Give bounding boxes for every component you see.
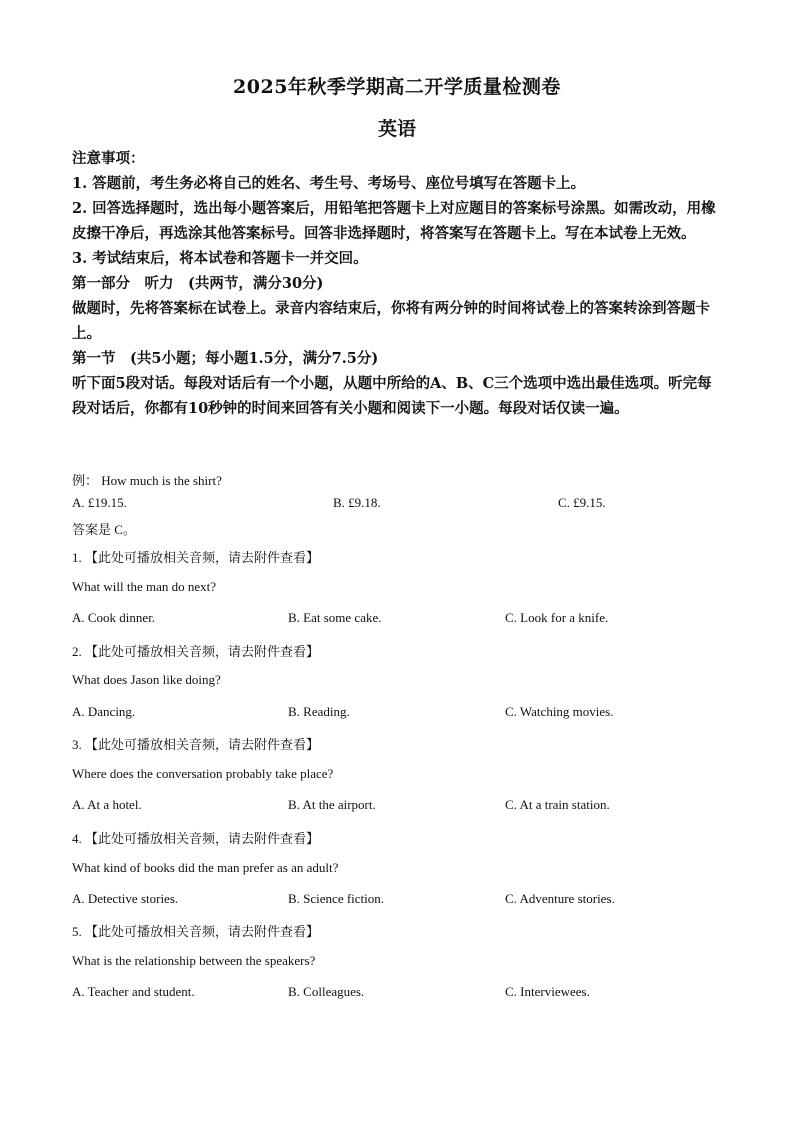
option-b: B. Reading. (288, 704, 350, 719)
option-c: C. Look for a knife. (505, 610, 609, 625)
section1-heading: 第一节 (共5小题；每小题1.5分，满分7.5分) (72, 350, 379, 367)
option-a: A. At a hotel. (72, 797, 142, 812)
example-options (72, 495, 722, 513)
question-1-audio-note: 1. 【此处可播放相关音频，请去附件查看】 (72, 550, 320, 565)
question-1-text: What will the man do next? (72, 579, 217, 594)
example-option-b: B. £9.18. (333, 495, 381, 510)
question-3-options (72, 797, 722, 815)
question-2-text: What does Jason like doing? (72, 672, 221, 687)
option-a: A. Teacher and student. (72, 984, 195, 999)
question-2-audio-note: 2. 【此处可播放相关音频，请去附件查看】 (72, 644, 320, 659)
subject-title: 英语 (377, 118, 416, 140)
option-b: B. Science fiction. (288, 891, 385, 906)
question-3-text: Where does the conversation probably take place? (72, 766, 334, 781)
notice-heading: 注意事项： (72, 150, 145, 167)
section1-instruction: 听下面5段对话。每段对话后有一个小题，从题中所给的A、B、C三个选项中选出最佳选项。听完每段对话后，你都有10秒钟的时间来回答有关小题和阅读下一小题。每段对话仅读一遍。 (72, 375, 712, 417)
option-b: B. At the airport. (288, 797, 376, 812)
part1-instruction: 做题时，先将答案标在试卷上。录音内容结束后，你将有两分钟的时间将试卷上的答案转涂到答题卡上。 (72, 300, 710, 342)
example-option-a: A. £19.15. (72, 495, 127, 510)
option-b: B. Colleagues. (288, 984, 365, 999)
option-a: A. Dancing. (72, 704, 136, 719)
example-option-c: C. £9.15. (558, 495, 606, 510)
option-c: C. At a train station. (505, 797, 610, 812)
notice-item-1: 1. 答题前，考生务必将自己的姓名、考生号、考场号、座位号填写在答题卡上。 (72, 175, 586, 192)
question-2-options (72, 704, 722, 722)
exam-title: 2025年秋季学期高二开学质量检测卷 (233, 76, 561, 98)
notice-section (72, 146, 722, 421)
question-1-options (72, 610, 722, 628)
notice-item-2: 2. 回答选择题时，选出每小题答案后，用铅笔把答题卡上对应题目的答案标号涂黑。如需改动，用橡皮擦干净后，再选涂其他答案标号。回答非选择题时，将答案写在答题卡上。写在本试卷上无效。 (72, 200, 716, 242)
example-question: 例： How much is the shirt? (72, 473, 222, 488)
question-5-text: What is the relationship between the speakers? (72, 953, 316, 968)
question-5-options (72, 984, 722, 1002)
question-5-audio-note: 5. 【此处可播放相关音频，请去附件查看】 (72, 924, 320, 939)
question-4-audio-note: 4. 【此处可播放相关音频，请去附件查看】 (72, 831, 320, 846)
option-a: A. Detective stories. (72, 891, 179, 906)
option-a: A. Cook dinner. (72, 610, 156, 625)
option-b: B. Eat some cake. (288, 610, 382, 625)
option-c: C. Interviewees. (505, 984, 590, 999)
option-c: C. Watching movies. (505, 704, 614, 719)
question-3-audio-note: 3. 【此处可播放相关音频，请去附件查看】 (72, 737, 320, 752)
question-4-options (72, 891, 722, 909)
notice-item-3: 3. 考试结束后，将本试卷和答题卡一并交回。 (72, 250, 368, 267)
part1-heading: 第一部分 听力 (共两节，满分30分) (72, 275, 324, 292)
example-answer: 答案是 C。 (72, 522, 136, 537)
option-c: C. Adventure stories. (505, 891, 615, 906)
question-4-text: What kind of books did the man prefer as an adult? (72, 860, 339, 875)
